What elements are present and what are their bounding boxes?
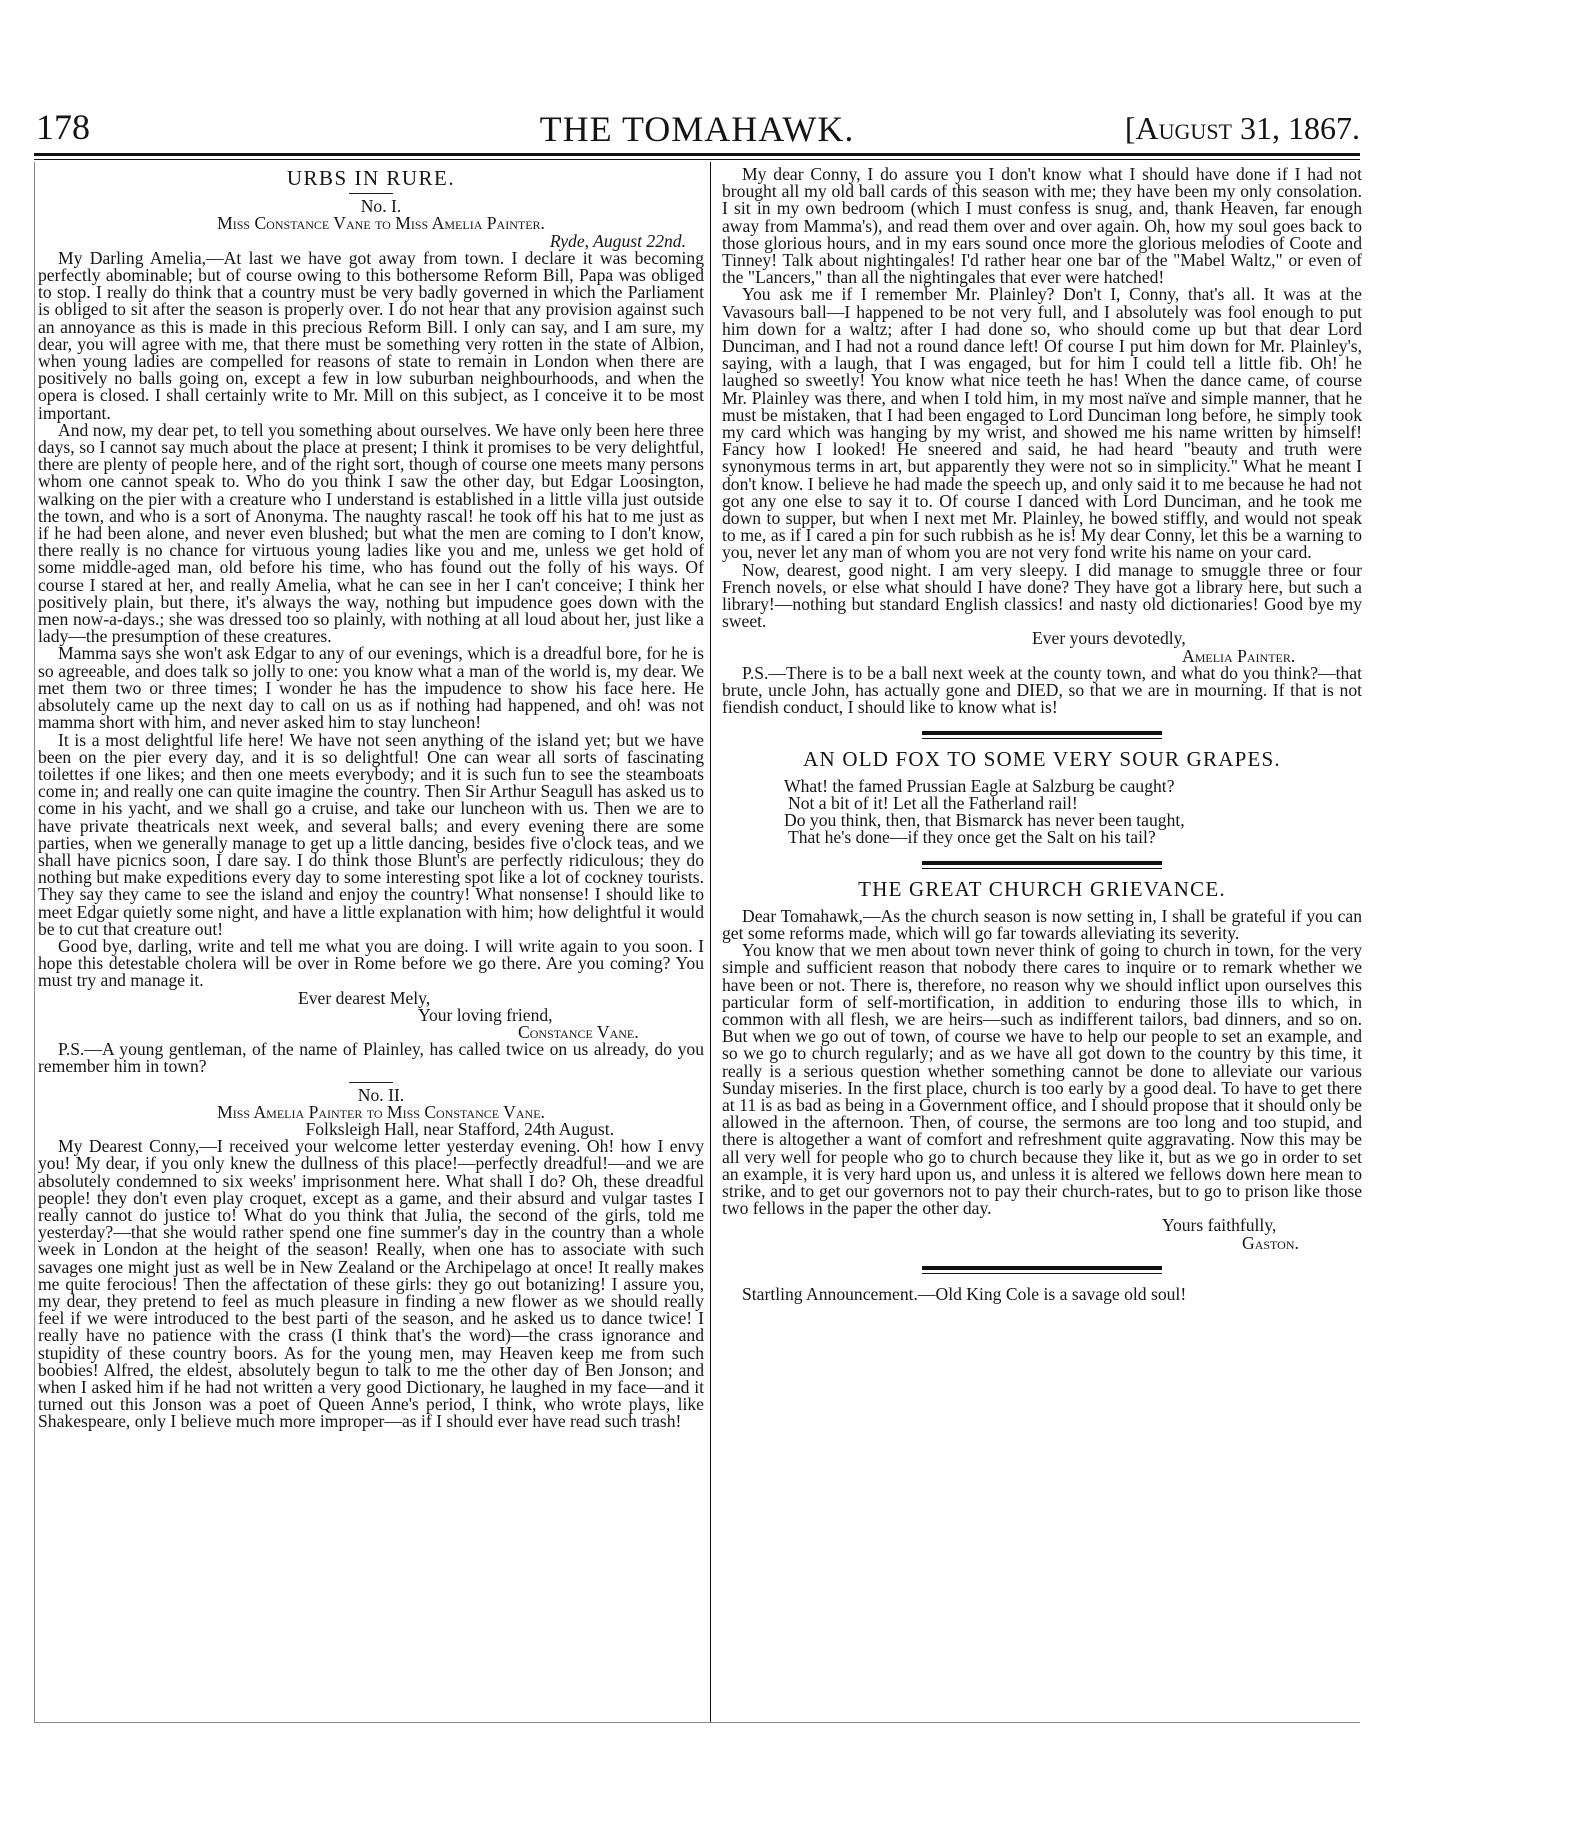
letter2-closing: Ever yours devotedly, bbox=[1032, 628, 1186, 649]
letter1-paragraph: And now, my dear pet, to tell you something about ourselves. We have only been here three days, so I cannot say much about the place at present; I think it promises to be very delightful, there are plenty of people here, and of the right sort, though of course one meets many persons whom one cannot speak to. Who do you think I saw the other day, but Edgar Loosington, walking on the pier with a creature who I understand is established in a little villa just outside the town, and who is a sort of Anonyma. The naughty rascal! he took off his hat to me just as if he had been alone, and never even blushed; but what the men are coming to I don't know, there really is no chance for virtuous young ladies like you and me, unless we get hold of some middle-aged man, old before his time, who has found out the folly of his ways. Of course I stared at her, and really Amelia, what he can see in her I can't conceive; I think her positively plain, but there, it's always the way, nothing but impudence goes down with the men now-a-days.; she was dressed too so plainly, with nothing at all loud about her, just like a lady—the presumption of these creatures. bbox=[38, 419, 704, 647]
startling-announcement: Startling Announcement.—Old King Cole is a savage old soul! bbox=[742, 1283, 1187, 1304]
article-title-fox: AN OLD FOX TO SOME VERY SOUR GRAPES. bbox=[803, 746, 1281, 771]
left-column bbox=[38, 166, 704, 1722]
page-frame-left bbox=[34, 162, 35, 1722]
letter1-heading: Miss Constance Vane to Miss Amelia Painter. bbox=[217, 213, 545, 234]
letter2-heading: Miss Amelia Painter to Miss Constance Vane. bbox=[217, 1101, 545, 1122]
article-title-church: THE GREAT CHURCH GRIEVANCE. bbox=[858, 876, 1226, 901]
letter1-paragraph: My Darling Amelia,—At last we have got away from town. I declare it was becoming perfectly abominable; but of course owing to this bothersome Reform Bill, Papa was obliged to stop. I really do think that a country must be very badly governed in which the Parliament is obliged to sit after the season is properly over. I do not hear that any provision against such an annoyance as this is made in this precious Reform Bill. I only can say, and I am sure, my dear, you will agree with me, that there must be something very rotten in the state of Albion, when young ladies are compelled for reasons of state to remain in London when there are positively no balls going on, except a few in low suburban neighbourhoods, and when the opera is closed. I shall certainly write to Mr. Mill on this subject, as I conceive it to be most important. bbox=[38, 247, 704, 423]
header-rule-thick bbox=[34, 153, 1360, 156]
page-header bbox=[34, 100, 1360, 152]
letter2-postscript: P.S.—There is to be a ball next week at the county town, and what do you think?—that brute, uncle John, has actually gone and DIED, so that we are in mourning. If that is not fiendish conduct, I should like to know what is! bbox=[722, 662, 1362, 718]
section-divider bbox=[922, 861, 1162, 869]
letter-number-2: No. II. bbox=[357, 1084, 405, 1105]
page-frame-bottom bbox=[34, 1722, 1360, 1723]
section-divider bbox=[922, 1266, 1162, 1274]
letter-number-1: No. I. bbox=[360, 196, 402, 217]
letter2-paragraph: My Dearest Conny,—I received your welcome letter yesterday evening. Oh! how I envy you! My dear, if you only knew the dullness of this place!—perfectly dreadful!—and we are absolutely condemned to six weeks' imprisonment here. What shall I do? Oh, these dreadful people! they don't even play croquet, except as a game, and their absurd and vulgar tastes I really cannot do justice to! What do you think that Julia, the second of the girls, told me yesterday?—that she would rather spend one fine summer's day in the country than a whole week in London at the height of the season! Really, when one has to associate with such savages one might just as well be in New Zealand or the Archipelago at once! It really makes me quite ferocious! Then the affectation of these girls: they go out botanizing! I assure you, my dear, they pretend to feel as much pleasure in finding a new flower as we should really feel if we were introduced to the best parti of the season, and he asked us to dance twice! I really have no patience with the crass (I think that's the word)—the crass ignorance and stupidity of these country boors. As for the young men, may Heaven keep me from such boobies! Alfred, the eldest, absolutely begun to talk to me the other day of Ben Jonson; and when I asked him if he had not written a very good Dictionary, he laughed in my face—and it turned out this Jonson was a poet of Queen Anne's period, I think, who wrote plays, like Shakespeare, only I believe much more improper—as if I should ever have read such trash! bbox=[38, 1136, 704, 1432]
letter1-dateline: Ryde, August 22nd. bbox=[549, 230, 686, 251]
fox-poem bbox=[722, 775, 1362, 848]
short-rule bbox=[349, 193, 393, 194]
letter1-closing2: Your loving friend, bbox=[418, 1004, 553, 1025]
right-column bbox=[722, 166, 1362, 1722]
column-divider bbox=[710, 162, 711, 1722]
article-title-urbs: URBS IN RURE. bbox=[286, 166, 456, 190]
letter2-dateline: Folksleigh Hall, near Stafford, 24th August. bbox=[305, 1118, 614, 1139]
letter2-paragraph: My dear Conny, I do assure you I don't know what I should have done if I had not brought all my old ball cards of this season with me; they have been my only consolation. I sit in my own bedroom (which I must confess is snug, and, thank Heaven, far enough away from Mamma's), and read them over and over again. Oh, how my soul goes back to those glorious hours, and in my ears sound once more the glorious melodies of Coote and Tinney! Talk about nightingales! I'd rather hear one bar of the "Mabel Waltz," or even of the "Lancers," than all the nightingales that ever were hatched! bbox=[722, 166, 1362, 288]
church-closing: Yours faithfully, bbox=[1162, 1215, 1277, 1236]
church-paragraph: Dear Tomahawk,—As the church season is now setting in, I shall be grateful if you can get some reforms made, which will go far towards alleviating its severity. bbox=[722, 905, 1362, 943]
page-number: 178 bbox=[36, 107, 90, 147]
letter1-paragraph: It is a most delightful life here! We have not seen anything of the island yet; but we have been on the pier every day, and it is so delightful! One can wear all sorts of fascinating toilettes if one likes; and then one meets everybody; and it is such fun to see the steamboats come in; and really one can quite imagine the country. Then Sir Arthur Seagull has asked us to come in his yacht, and we shall go a cruise, and take our luncheon with us. Then we are to have private theatricals next week, and several balls; and every evening there are some parties, when we generally manage to get up a little dancing, besides five o'clock teas, and we shall have picnics soon, I dare say. I do think those Blunt's are perfectly ridiculous; they do nothing but make expeditions every day to some interesting spot like a lot of cockney tourists. They say they came to see the island and enjoy the country! What nonsense! I should like to meet Edgar quietly some night, and have a little explanation with him; how delightful it would be to cut that creature out! bbox=[38, 729, 704, 939]
church-signature: Gaston. bbox=[1242, 1232, 1299, 1253]
letter1-paragraph: Mamma says she won't ask Edgar to any of our evenings, which is a dreadful bore, for he is so agreeable, and does talk so jolly to one: you know what a man of the world is, my dear. We met them two or three times; I wonder he has the impudence to show his face here. He absolutely came up the next day to call on us as if nothing had happened, and oh! was not mamma short with him, and never asked him to stay luncheon! bbox=[38, 643, 704, 733]
letter1-paragraph: Good bye, darling, write and tell me what you are doing. I will write again to you soon. I hope this detestable cholera will be over in Rome before we go there. Are you coming? You must try and manage it. bbox=[38, 935, 704, 991]
letter1-closing: Ever dearest Mely, bbox=[298, 987, 431, 1008]
masthead-title: THE TOMAHAWK. bbox=[539, 109, 855, 149]
letter1-signature: Constance Vane. bbox=[518, 1021, 639, 1042]
short-rule bbox=[349, 1082, 393, 1083]
letter2-paragraph: You ask me if I remember Mr. Plainley? Don't I, Conny, that's all. It was at the Vavasours ball—I happened to be not very full, and I absolutely was fool enough to put him down for a waltz; after I had done so, who should come up but that dear Lord Dunciman, and I had not a round dance left! Of course I put him down for Mr. Plainley's, saying, with a laugh, that I was engaged, but for him I could tell a little fib. Oh! he laughed so sweetly! You know what nice teeth he has! When the dance came, of course Mr. Plainley was there, and when I told him, in my most naïve and simple manner, that he must be mistaken, that I had been engaged to Lord Dunciman long before, he simply took my card which was hanging by my wrist, and showed me his name written by himself! Fancy how I looked! He sneered and said, he had heard "beauty and truth were synonymous terms in art, but apparently they were not so in simplicity." What he meant I don't know. I believe he had made the speech up, and only said it to me because he had not got any one else to say it to. Of course I danced with Lord Dunciman, and he took me down to supper, but when I next met Mr. Plainley, he bowed stiffly, and would not speak to me, as if I cared a pin for such rubbish as he is! My dear Conny, let this be a warning to you, never let any man of whom you are not very fond write his name on your card. bbox=[722, 284, 1362, 563]
church-paragraph: You know that we men about town never think of going to church in town, for the very simple and sufficient reason that nobody there cares to inquire or to remark whether we have been or not. There is, therefore, no reason why we should inflict upon ourselves this particular form of self-mortification, in addition to enduring those ills to which, in common with all flesh, we are heirs—such as indifferent tailors, bad dinners, and so on. But when we go out of town, of course we have to help our people to set an example, and so we go to church regularly; and as we have all got down to the country by this time, it really is a serious question whether something cannot be done to alleviate our various Sunday miseries. In the first place, church is too early by a good deal. To have to get there at 11 is as bad as being in a Government office, and I should propose that it should only be allowed in the afternoon. Then, of course, the sermons are too long and too stupid, and there is altogether a want of comfort and refreshment quite aggravating. Now this may be all very well for people who go to church because they like it, but as we go in order to set an example, it is very hard upon us, and unless it is altered we fellows down here mean to strike, and to get our governors not to pay their church-rates, but to go to prison like those two fellows in the paper the other day. bbox=[722, 940, 1362, 1219]
section-divider bbox=[922, 731, 1162, 739]
issue-date: [August 31, 1867. bbox=[1124, 110, 1360, 146]
letter2-signature: Amelia Painter. bbox=[1182, 645, 1296, 666]
header-rule-thin bbox=[34, 159, 1360, 160]
poem-line: Not a bit of it! Let all the Fatherland rail! bbox=[788, 792, 1078, 813]
poem-line: What! the famed Prussian Eagle at Salzburg be caught? bbox=[784, 775, 1175, 796]
poem-line: That he's done—if they once get the Salt on his tail? bbox=[788, 827, 1156, 848]
poem-line: Do you think, then, that Bismarck has never been taught, bbox=[784, 810, 1185, 831]
letter2-paragraph: Now, dearest, good night. I am very sleepy. I did manage to smuggle three or four French novels, or else what should I have done? They have got a library here, but such a library!—nothing but standard English classics! and nasty old dictionaries! Good bye my sweet. bbox=[722, 559, 1362, 632]
letter1-postscript: P.S.—A young gentleman, of the name of Plainley, has called twice on us already, do you remember him in town? bbox=[38, 1039, 704, 1077]
